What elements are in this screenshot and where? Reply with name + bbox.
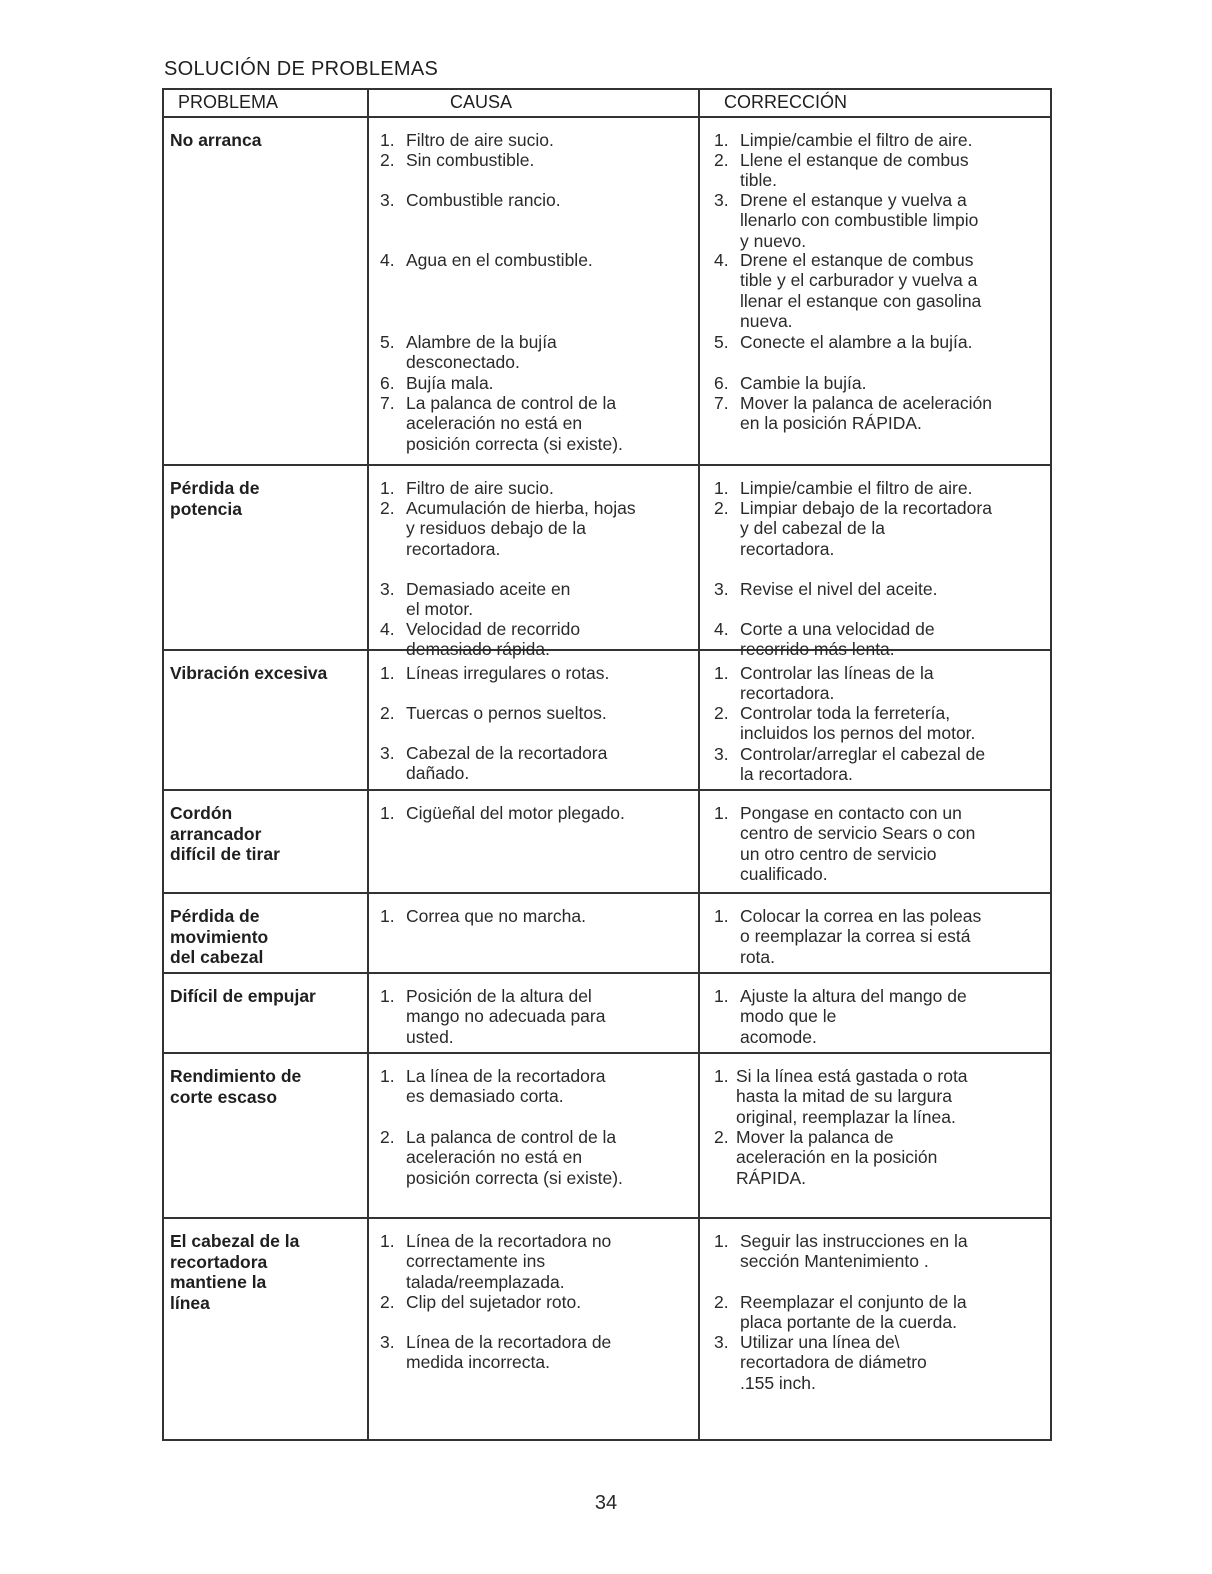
cause-item [380, 1332, 690, 1373]
cause-number: 3. [380, 1332, 395, 1352]
cause-item [380, 986, 690, 1047]
table-row [162, 651, 1052, 791]
cause-item [380, 803, 690, 823]
correction-item [714, 1127, 1054, 1188]
correction-number: 1. [714, 663, 729, 683]
cause-item [380, 190, 690, 210]
correction-text: Mover la palanca de aceleración en la posición RÁPIDA. [736, 1127, 938, 1188]
correction-text: Drene el estanque y vuelva a llenarlo con combustible limpio y nuevo. [740, 190, 979, 251]
correction-number: 2. [714, 150, 729, 170]
correction-item [714, 130, 1054, 150]
cause-text: Línea de la recortadora de medida incorrecta. [406, 1332, 612, 1373]
correction-number: 1. [714, 1066, 729, 1086]
cause-number: 2. [380, 150, 395, 170]
correction-number: 1. [714, 803, 729, 823]
correction-text: Ajuste la altura del mango de modo que le acomode. [740, 986, 967, 1047]
cause-item [380, 393, 690, 454]
cause-number: 7. [380, 393, 395, 413]
correction-text: Reemplazar el conjunto de la placa portante de la cuerda. [740, 1292, 967, 1333]
cause-text: Demasiado aceite en el motor. [406, 579, 571, 620]
correction-item [714, 190, 1054, 251]
cause-number: 1. [380, 906, 395, 926]
cause-text: Tuercas o pernos sueltos. [406, 703, 607, 723]
correction-item [714, 498, 1054, 559]
problem-cell: Vibración excesiva [170, 663, 328, 683]
cause-text: Sin combustible. [406, 150, 535, 170]
correction-text: Limpie/cambie el filtro de aire. [740, 130, 973, 150]
cause-item [380, 663, 690, 683]
correction-item [714, 150, 1054, 191]
problem-cell: Difícil de empujar [170, 986, 316, 1006]
cause-item [380, 1127, 690, 1188]
cause-text: Línea de la recortadora no correctamente ins talada/reemplazada. [406, 1231, 612, 1292]
correction-item [714, 1231, 1054, 1272]
problem-cell: Cordón arrancador difícil de tirar [170, 803, 280, 864]
troubleshooting-table [162, 88, 1052, 1441]
cause-text: Filtro de aire sucio. [406, 478, 554, 498]
cause-text: Clip del sujetador roto. [406, 1292, 582, 1312]
correction-item [714, 744, 1054, 785]
correction-number: 3. [714, 190, 729, 210]
table-row [162, 466, 1052, 660]
cause-text: Bujía mala. [406, 373, 494, 393]
cause-item [380, 1292, 690, 1312]
cause-item [380, 579, 690, 620]
cause-item [380, 703, 690, 723]
cause-number: 4. [380, 619, 395, 639]
correction-text: Limpiar debajo de la recortadora y del cabezal de la recortadora. [740, 498, 992, 559]
correction-text: Controlar las líneas de la recortadora. [740, 663, 934, 704]
cause-text: La línea de la recortadora es demasiado corta. [406, 1066, 606, 1107]
correction-number: 3. [714, 1332, 729, 1352]
cause-text: La palanca de control de la aceleración no está en posición correcta (si existe). [406, 393, 623, 454]
table-row [162, 118, 1052, 466]
cause-text: Filtro de aire sucio. [406, 130, 554, 150]
cause-text: Combustible rancio. [406, 190, 561, 210]
correction-number: 1. [714, 986, 729, 1006]
cause-text: La palanca de control de la aceleración no está en posición correcta (si existe). [406, 1127, 623, 1188]
cause-number: 2. [380, 1292, 395, 1312]
correction-item [714, 906, 1054, 967]
problem-cell: Pérdida de potencia [170, 478, 260, 519]
cause-number: 3. [380, 743, 395, 763]
table-header [162, 88, 1052, 118]
correction-item [714, 663, 1054, 704]
correction-text: Corte a una velocidad de recorrido más lenta. [740, 619, 935, 660]
table-row [162, 791, 1052, 894]
correction-text: Colocar la correa en las poleas o reemplazar la correa si está rota. [740, 906, 982, 967]
correction-item [714, 332, 1054, 352]
correction-text: Seguir las instrucciones en la sección Mantenimiento . [740, 1231, 968, 1272]
header-problem: PROBLEMA [178, 92, 279, 112]
correction-text: Controlar/arreglar el cabezal de la recortadora. [740, 744, 986, 785]
correction-text: Pongase en contacto con un centro de servicio Sears o con un otro centro de servicio cualificado. [740, 803, 976, 884]
correction-item [714, 250, 1054, 331]
cause-number: 1. [380, 478, 395, 498]
cause-number: 3. [380, 579, 395, 599]
correction-number: 6. [714, 373, 729, 393]
cause-item [380, 332, 690, 373]
correction-number: 1. [714, 1231, 729, 1251]
correction-text: Drene el estanque de combus tible y el carburador y vuelva a llenar el estanque con gasolina nueva. [740, 250, 982, 331]
cause-number: 1. [380, 803, 395, 823]
problem-cell: Pérdida de movimiento del cabezal [170, 906, 269, 967]
correction-number: 1. [714, 130, 729, 150]
cause-item [380, 478, 690, 498]
header-cause: CAUSA [450, 92, 513, 112]
cause-item [380, 130, 690, 150]
cause-number: 1. [380, 130, 395, 150]
page-title: SOLUCIÓN DE PROBLEMAS [164, 58, 439, 80]
correction-number: 4. [714, 250, 729, 270]
correction-item [714, 986, 1054, 1047]
correction-number: 1. [714, 906, 729, 926]
correction-text: Limpie/cambie el filtro de aire. [740, 478, 973, 498]
page-number: 34 [594, 1492, 618, 1514]
cause-number: 2. [380, 1127, 395, 1147]
cause-text: Alambre de la bujía desconectado. [406, 332, 557, 373]
cause-text: Posición de la altura del mango no adecuada para usted. [406, 986, 606, 1047]
cause-item [380, 150, 690, 170]
correction-text: Si la línea está gastada o rota hasta la mitad de su largura original, reemplazar la línea. [736, 1066, 968, 1127]
correction-text: Mover la palanca de aceleración en la posición RÁPIDA. [740, 393, 992, 434]
correction-text: Revise el nivel del aceite. [740, 579, 938, 599]
correction-text: Llene el estanque de combus tible. [740, 150, 969, 191]
correction-item [714, 703, 1054, 744]
correction-item [714, 1292, 1054, 1333]
cause-number: 6. [380, 373, 395, 393]
correction-item [714, 579, 1054, 599]
correction-number: 3. [714, 744, 729, 764]
correction-number: 4. [714, 619, 729, 639]
correction-number: 1. [714, 478, 729, 498]
correction-text: Cambie la bujía. [740, 373, 867, 393]
correction-number: 2. [714, 1127, 729, 1147]
correction-item [714, 803, 1054, 884]
cause-item [380, 743, 690, 784]
correction-item [714, 1332, 1054, 1393]
correction-number: 7. [714, 393, 729, 413]
correction-item [714, 373, 1054, 393]
cause-number: 4. [380, 250, 395, 270]
cause-item [380, 498, 690, 559]
cause-number: 5. [380, 332, 395, 352]
cause-item [380, 1231, 690, 1292]
cause-item [380, 250, 690, 270]
table-row [162, 974, 1052, 1054]
correction-item [714, 478, 1054, 498]
cause-number: 1. [380, 663, 395, 683]
correction-number: 2. [714, 1292, 729, 1312]
cause-number: 1. [380, 1231, 395, 1251]
cause-number: 1. [380, 986, 395, 1006]
problem-cell: Rendimiento de corte escaso [170, 1066, 302, 1107]
correction-number: 5. [714, 332, 729, 352]
problem-cell: El cabezal de la recortadora mantiene la línea [170, 1231, 300, 1313]
correction-text: Utilizar una línea de\ recortadora de diámetro .155 inch. [740, 1332, 927, 1393]
cause-text: Líneas irregulares o rotas. [406, 663, 610, 683]
cause-text: Agua en el combustible. [406, 250, 593, 270]
problem-cell: No arranca [170, 130, 262, 150]
cause-item [380, 373, 690, 393]
correction-number: 2. [714, 498, 729, 518]
table-row [162, 1219, 1052, 1441]
cause-text: Acumulación de hierba, hojas y residuos debajo de la recortadora. [406, 498, 636, 559]
cause-number: 2. [380, 498, 395, 518]
cause-item [380, 1066, 690, 1107]
cause-item [380, 906, 690, 926]
correction-text: Conecte el alambre a la bujía. [740, 332, 973, 352]
correction-number: 3. [714, 579, 729, 599]
correction-text: Controlar toda la ferretería, incluidos los pernos del motor. [740, 703, 976, 744]
cause-text: Cigüeñal del motor plegado. [406, 803, 625, 823]
cause-text: Correa que no marcha. [406, 906, 586, 926]
header-correction: CORRECCIÓN [724, 92, 848, 112]
cause-number: 2. [380, 703, 395, 723]
table-row [162, 894, 1052, 974]
correction-item [714, 1066, 1054, 1127]
correction-number: 2. [714, 703, 729, 723]
cause-number: 1. [380, 1066, 395, 1086]
cause-text: Velocidad de recorrido demasiado rápida. [406, 619, 581, 660]
correction-item [714, 393, 1054, 434]
table-row [162, 1054, 1052, 1219]
cause-text: Cabezal de la recortadora dañado. [406, 743, 608, 784]
cause-number: 3. [380, 190, 395, 210]
